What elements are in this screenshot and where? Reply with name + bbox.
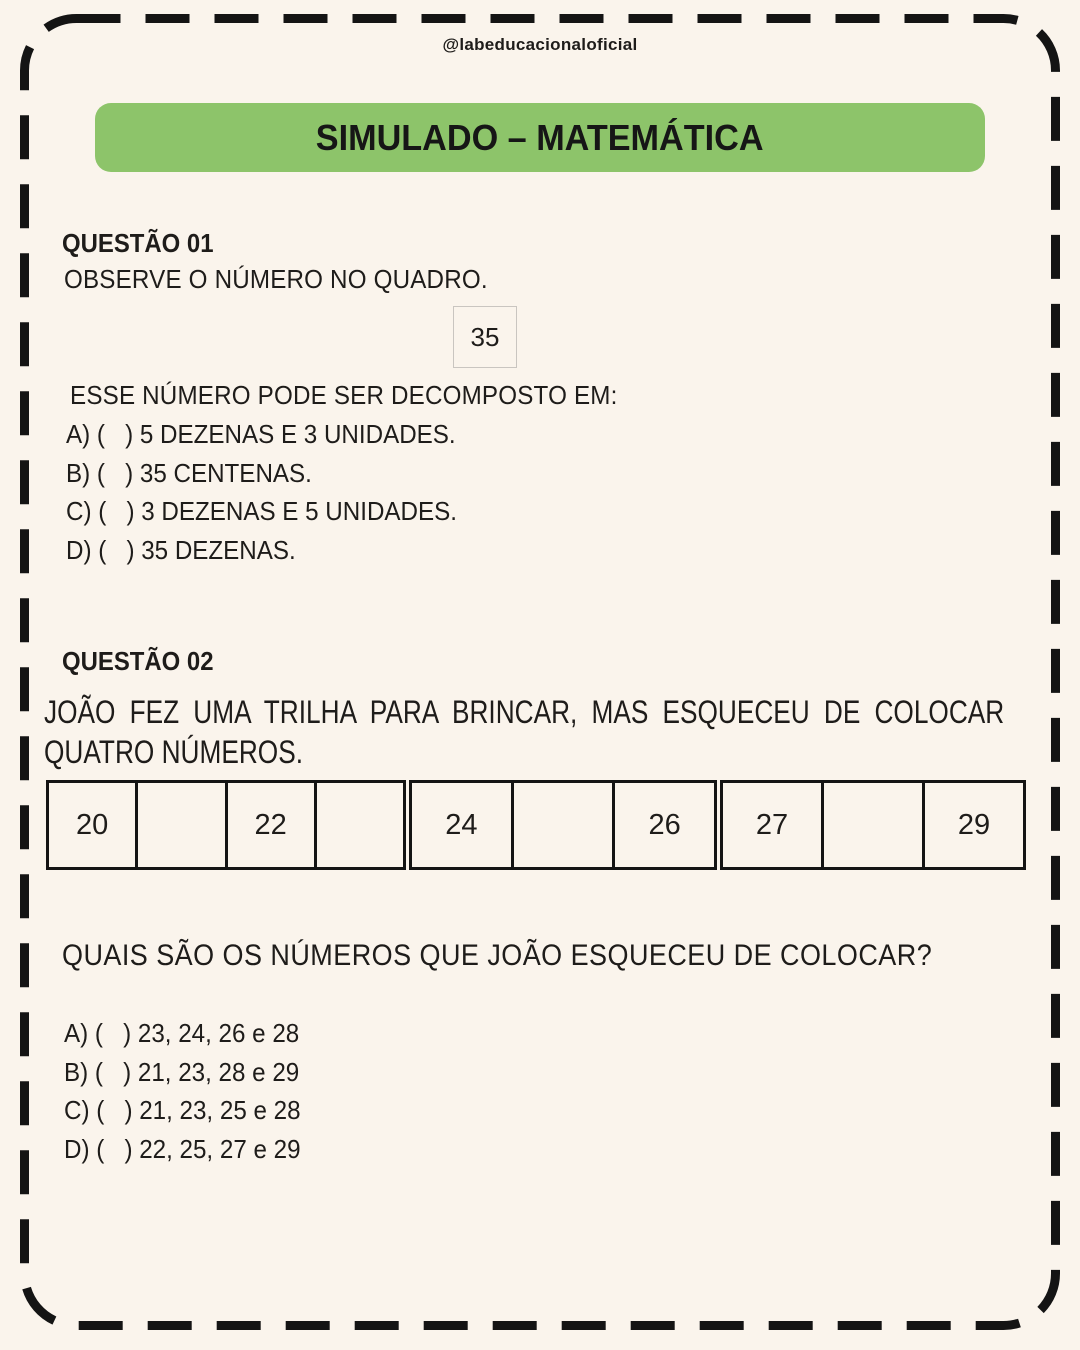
trail-group-2 <box>409 780 717 870</box>
answer-option-a: A) ( ) 5 DEZENAS E 3 UNIDADES. <box>66 419 456 449</box>
trail-cell: 20 <box>75 808 109 841</box>
trail-cell-blank <box>314 783 403 867</box>
instagram-handle: @labeducacionaloficial <box>442 35 638 54</box>
trail-cell: 24 <box>445 808 478 841</box>
statement-line-1: JOÃO FEZ UMA TRILHA PARA BRINCAR, MAS ESQUECEU DE COLOCAR <box>44 694 1005 730</box>
trail-group-1 <box>46 780 406 870</box>
trail-cell: 29 <box>922 783 1023 867</box>
answer-option-a: A) ( ) 23, 24, 26 e 28 <box>64 1018 300 1048</box>
question1-intro: OBSERVE O NÚMERO NO QUADRO. <box>64 264 488 294</box>
statement-line-2: QUATRO NÚMEROS. <box>44 734 304 770</box>
answer-option-c: C) ( ) 21, 23, 25 e 28 <box>64 1095 301 1125</box>
trail-cell: 27 <box>755 808 789 841</box>
question2-prompt: QUAIS SÃO OS NÚMEROS QUE JOÃO ESQUECEU DE COLOCAR? <box>62 939 933 972</box>
number-trail <box>46 780 1026 870</box>
trail-cell-blank <box>821 783 922 867</box>
question2-heading: QUESTÃO 02 <box>62 646 214 676</box>
answer-option-d: D) ( ) 35 DEZENAS. <box>66 534 296 565</box>
question1-prompt: ESSE NÚMERO PODE SER DECOMPOSTO EM: <box>70 380 618 410</box>
answer-option-b: B) ( ) 21, 23, 28 e 29 <box>64 1056 300 1087</box>
boxed-number: 35 <box>470 321 500 352</box>
question1-options <box>66 415 486 569</box>
question1-heading: QUESTÃO 01 <box>62 228 214 258</box>
question2-statement <box>44 692 1004 772</box>
trail-cell-blank <box>511 783 613 867</box>
question2-options <box>64 1014 318 1168</box>
trail-group-3 <box>720 780 1026 870</box>
number-frame-box <box>453 306 517 368</box>
title-banner <box>95 103 985 172</box>
trail-cell: 22 <box>225 783 314 867</box>
answer-option-c: C) ( ) 3 DEZENAS E 5 UNIDADES. <box>66 496 457 526</box>
trail-cell: 26 <box>612 783 714 867</box>
page-title: SIMULADO – MATEMÁTICA <box>316 116 764 158</box>
answer-option-b: B) ( ) 35 CENTENAS. <box>66 457 312 488</box>
answer-option-d: D) ( ) 22, 25, 27 e 29 <box>64 1133 301 1164</box>
trail-cell-blank <box>135 783 224 867</box>
